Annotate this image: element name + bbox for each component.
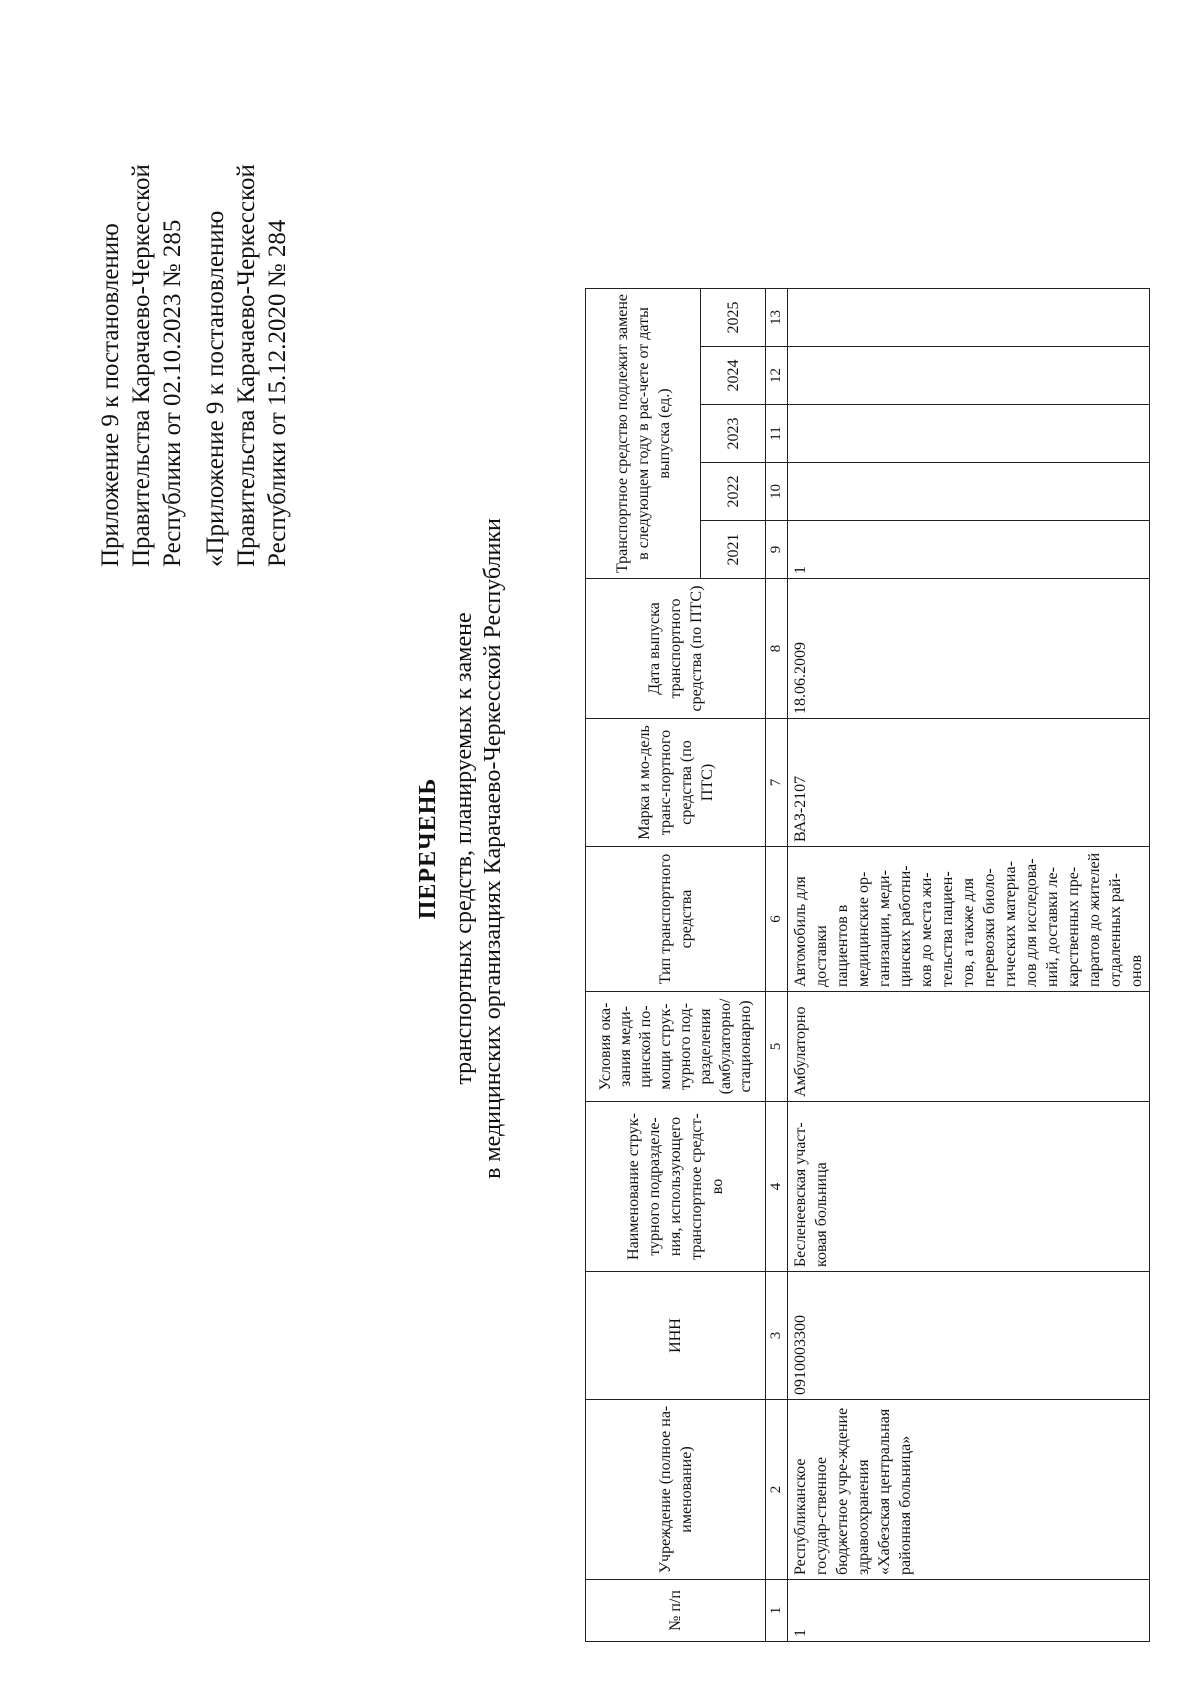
cell-institution: Республиканское государ-ственное бюджетное учре-ждение здравоохранения «Хабезская центральная районная больница»: [788, 1400, 1150, 1580]
column-number: 6: [766, 847, 788, 992]
appendix-old-line: Республики от 15.12.2020 № 284: [264, 219, 291, 567]
header-year: 2023: [701, 405, 766, 463]
appendix-new-line: Республики от 02.10.2023 № 285: [159, 219, 186, 567]
header-year: 2024: [701, 347, 766, 405]
appendix-new-block: [95, 164, 188, 567]
document-title: ПЕРЕЧЕНЬ: [415, 777, 441, 920]
header-year: 2021: [701, 521, 766, 579]
appendix-old-line: «Приложение 9 к постановлению: [202, 210, 229, 567]
header-institution: Учреждение (полное на-именование): [586, 1400, 766, 1580]
header-replacement: Транспортное средство подлежит замене в следующем году в рас-чете от даты выпуска (ед.): [586, 289, 701, 579]
column-number: 3: [766, 1272, 788, 1400]
header-type: Тип транспортного средства: [586, 847, 766, 992]
cell-2024: [788, 347, 1150, 405]
appendix-new-line: Правительства Карачаево-Черкесской: [128, 164, 155, 567]
column-number: 2: [766, 1400, 788, 1580]
appendix-new-line: Приложение 9 к постановлению: [97, 223, 124, 567]
cell-date: 18.06.2009: [788, 579, 1150, 719]
appendix-old-line: Правительства Карачаево-Черкесской: [233, 164, 260, 567]
column-number: 7: [766, 719, 788, 847]
vehicle-table: [585, 288, 1150, 1642]
header-brand: Марка и мо-дель транс-портного средства (по ПТС): [586, 719, 766, 847]
cell-2025: [788, 289, 1150, 347]
column-number: 8: [766, 579, 788, 719]
column-number: 4: [766, 1102, 788, 1272]
cell-type: Автомобиль для доставки пациентов в медицинские ор-ганизации, меди-цинских работни-ков до места жи-тельства пациен-тов, а также для перевозки биоло-гических материа-лов для исследова-ний, доставки ле-карственных пре-паратов до жителей отдаленных рай-онов: [788, 847, 1150, 992]
table-row: [788, 289, 1150, 1642]
subtitle-line: в медицинских организациях Карачаево-Черкесской Республики: [480, 518, 506, 1179]
subtitle-line: транспортных средств, планируемых к замене: [451, 612, 477, 1085]
header-conditions: Условия ока-зания меди-цинской по-мощи струк-турного под-разделения (амбулаторно/ стационарно): [586, 992, 766, 1102]
cell-num: 1: [788, 1580, 1150, 1642]
column-number: 1: [766, 1580, 788, 1642]
cell-2021: 1: [788, 521, 1150, 579]
header-unit: Наименование струк-турного подразделе-ния, использующего транспортное средст-во: [586, 1102, 766, 1272]
cell-inn: 0910003300: [788, 1272, 1150, 1400]
header-num: № п/п: [586, 1580, 766, 1642]
column-number-row: [766, 289, 788, 1642]
cell-unit: Бесленеевская участ-ковая больница: [788, 1102, 1150, 1272]
appendix-old-block: [200, 164, 293, 567]
cell-2022: [788, 463, 1150, 521]
header-year: 2022: [701, 463, 766, 521]
column-number: 9: [766, 521, 788, 579]
header-date: Дата выпуска транспортного средства (по ПТС): [586, 579, 766, 719]
column-number: 11: [766, 405, 788, 463]
table-header-row: [586, 289, 701, 1642]
column-number: 10: [766, 463, 788, 521]
column-number: 12: [766, 347, 788, 405]
column-number: 13: [766, 289, 788, 347]
document-subtitle: [450, 0, 508, 1697]
cell-brand: ВАЗ-2107: [788, 719, 1150, 847]
column-number: 5: [766, 992, 788, 1102]
header-year: 2025: [701, 289, 766, 347]
cell-2023: [788, 405, 1150, 463]
cell-conditions: Амбулаторно: [788, 992, 1150, 1102]
header-inn: ИНН: [586, 1272, 766, 1400]
